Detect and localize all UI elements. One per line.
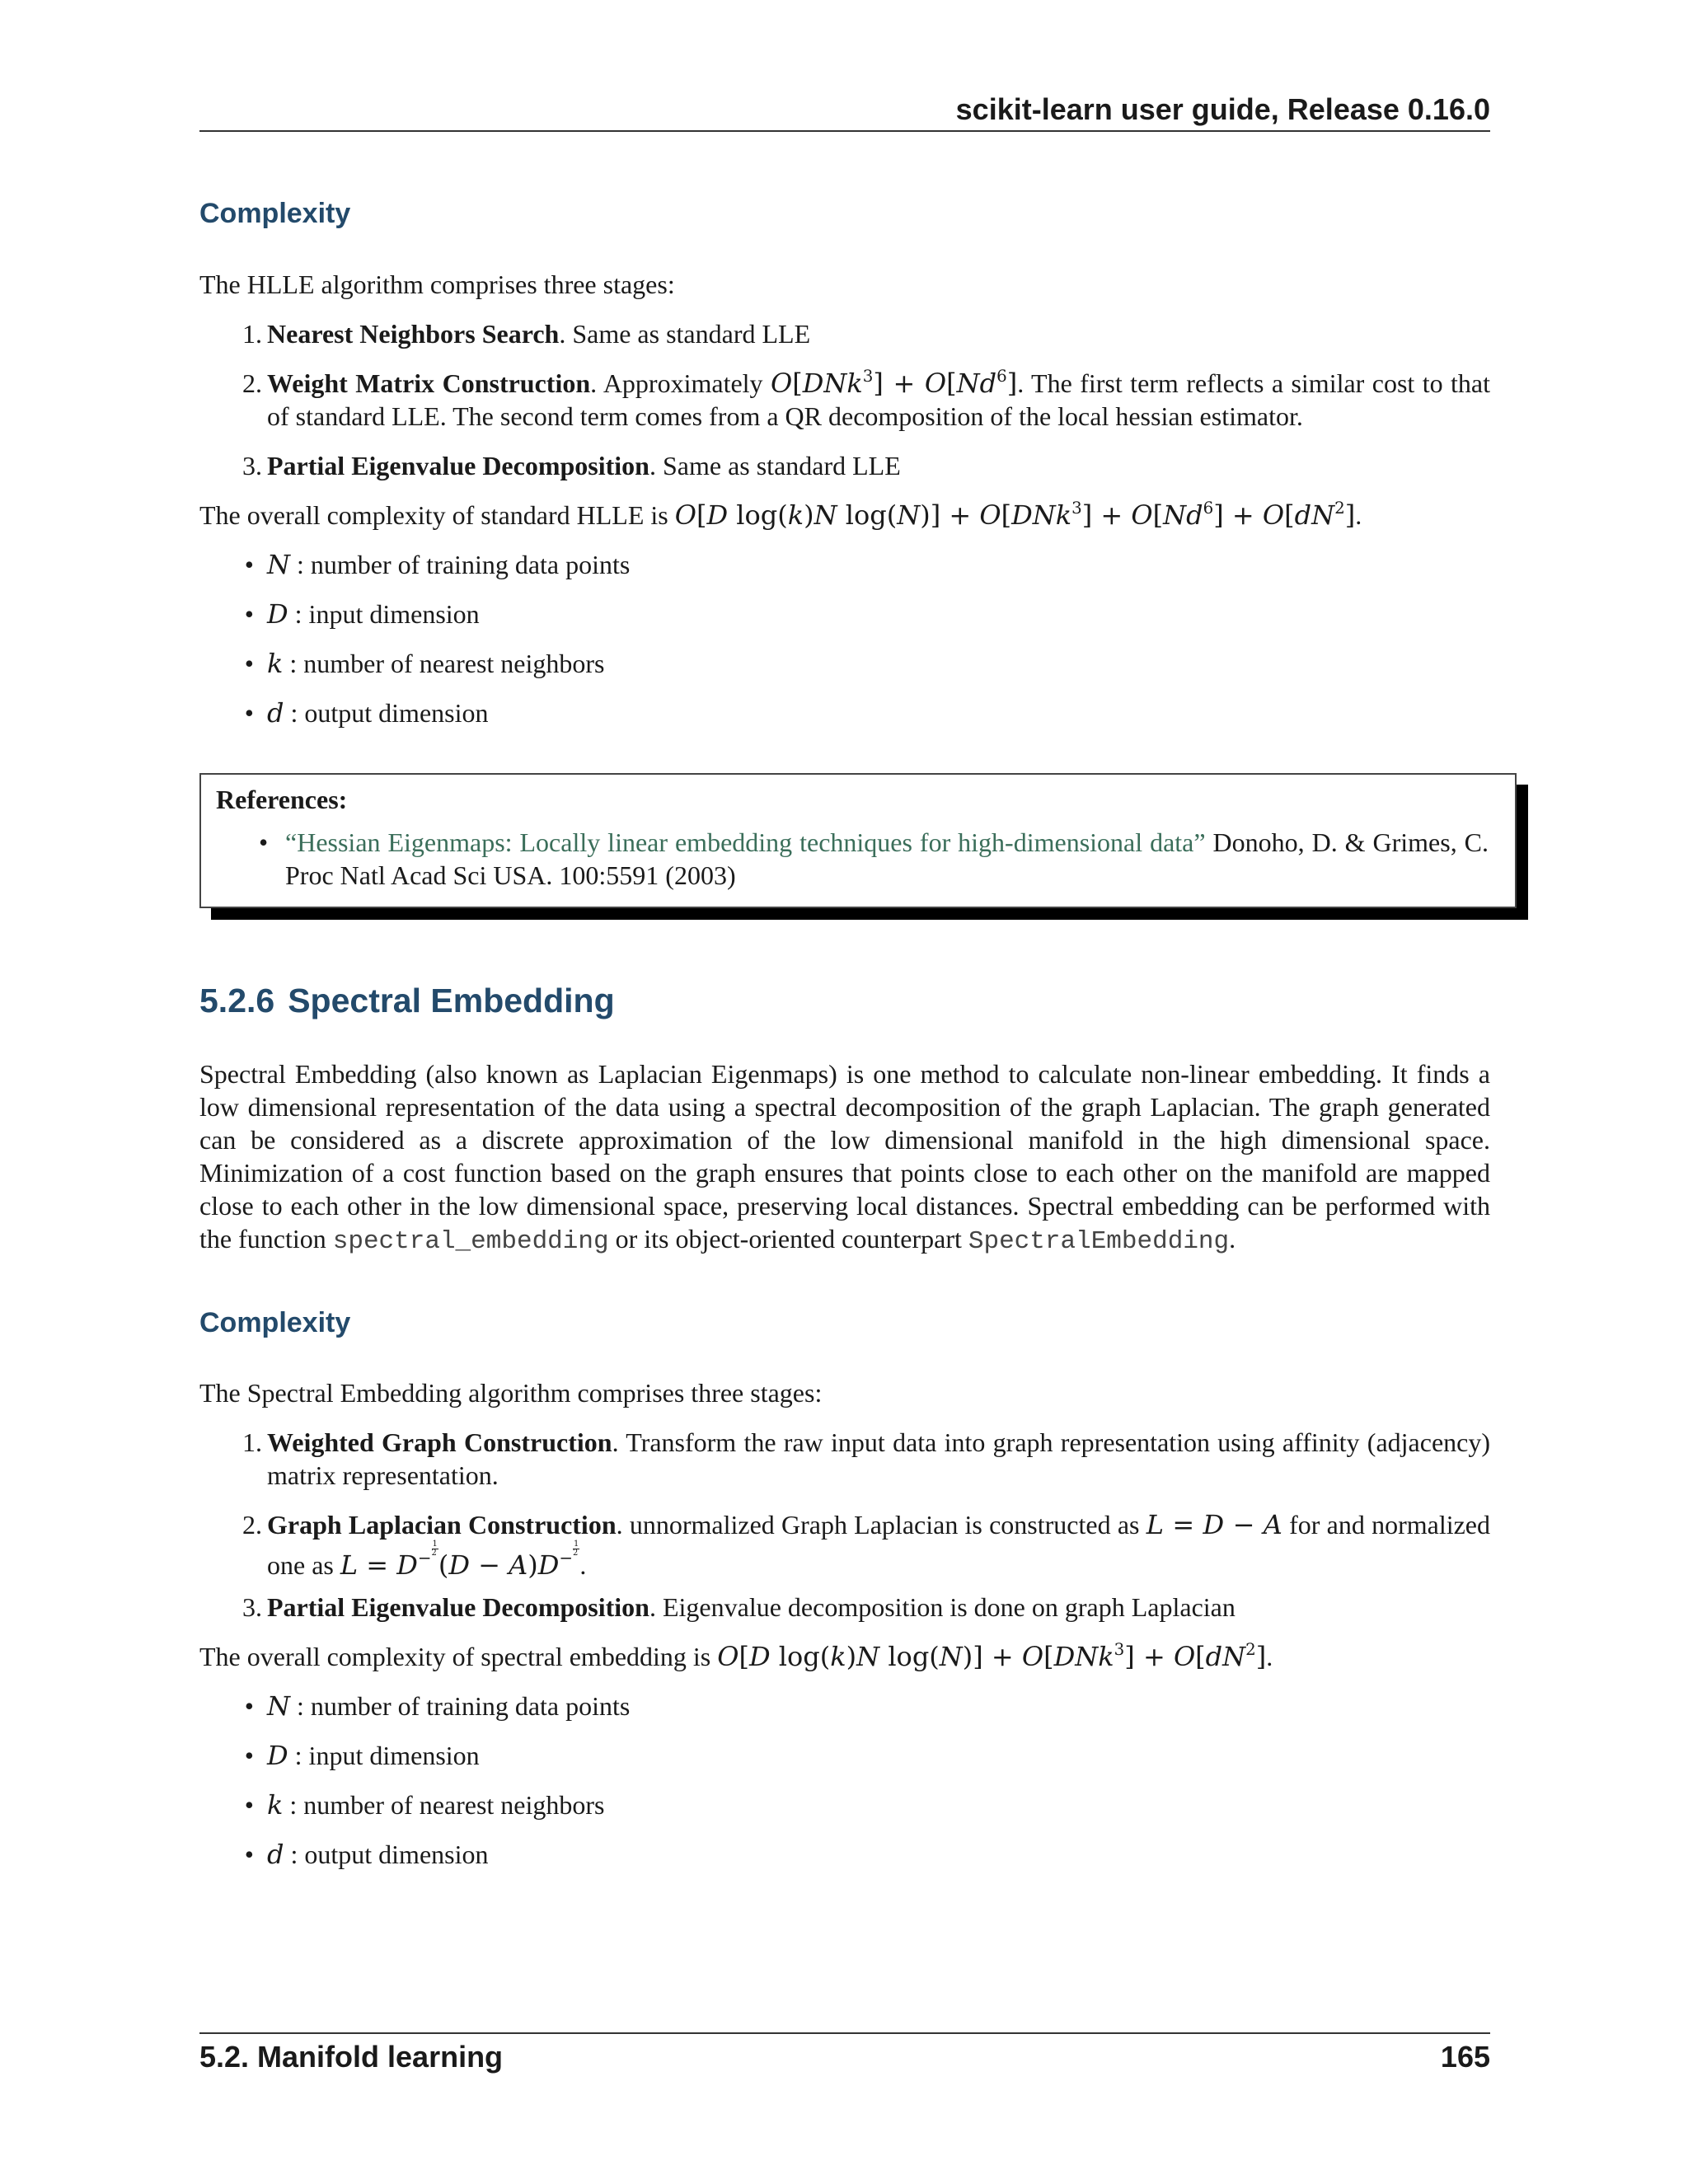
spectral-overall-complexity: The overall complexity of spectral embedding is O[D log(k)N $\log(N)] + O[DNk^3] + O[dN^2]$. xyxy=(199,1640,1273,1672)
stage-text: . Transform the raw input data into graph representation using affinity (adjacency) matrix representation. xyxy=(267,1427,1491,1490)
stage-number: 3. xyxy=(242,451,262,480)
hlle-stage-2 xyxy=(199,367,1490,433)
spectral-symbol-item: • D : input dimension xyxy=(244,1740,480,1771)
reference-citation: Donoho, D. & Grimes, C. Proc Natl Acad Sci USA. 100:5591 (2003) xyxy=(285,827,1489,890)
hlle-intro: The HLLE algorithm comprises three stages: xyxy=(199,269,675,299)
stage-title: Weighted Graph Construction xyxy=(267,1427,612,1457)
formula-hlle-overall: O[D log(k)N $\log(N)] + O[DNk^3] + O[Nd^6] + O[dN^2]$ xyxy=(674,499,1356,531)
section-title: Spectral Embedding xyxy=(288,982,615,1019)
stage-title: Nearest Neighbors Search xyxy=(267,319,560,349)
spectral-stage-3 xyxy=(199,1591,1490,1624)
footer-rule xyxy=(199,2032,1490,2034)
spectral-intro: The Spectral Embedding algorithm comprises three stages: xyxy=(199,1378,823,1408)
hlle-symbol-item: • N : number of training data points xyxy=(244,549,631,580)
references-box xyxy=(199,773,1517,908)
spectral-symbol-item: • N : number of training data points xyxy=(244,1690,631,1722)
section-heading-spectral-embedding xyxy=(199,982,615,1020)
formula-unnormalized-laplacian: L = D − A xyxy=(1146,1509,1282,1540)
hlle-overall-complexity: The overall complexity of standard HLLE is O[D log(k)N $\log(N)] + O[DNk^3] + O[Nd^6] + O[dN^2]$. xyxy=(199,499,1362,531)
hlle-complexity-heading: Complexity xyxy=(199,198,351,229)
class-name[interactable]: SpectralEmbedding xyxy=(968,1227,1230,1256)
spectral-symbol-item: • k : number of nearest neighbors xyxy=(244,1789,605,1821)
reference-item: • “Hessian Eigenmaps: Locally linear embedding techniques for high-dimensional data” Donoho, D. & Grimes, C. Proc Natl Acad Sci USA. 100:5591 (2003) xyxy=(259,827,1489,890)
stage-number: 1. xyxy=(242,319,262,349)
stage-text-before: . Approximately xyxy=(590,368,771,398)
page-number: 165 xyxy=(1440,2040,1490,2074)
footer-section: 5.2. Manifold learning xyxy=(199,2040,504,2074)
spectral-stage-1 xyxy=(199,1426,1490,1492)
running-head: scikit-learn user guide, Release 0.16.0 xyxy=(955,92,1490,126)
section-number: 5.2.6 xyxy=(199,982,275,1019)
stage-number: 3. xyxy=(242,1592,262,1622)
stage-number: 2. xyxy=(242,1510,262,1540)
stage-title: Partial Eigenvalue Decomposition xyxy=(267,451,649,480)
stage-number: 1. xyxy=(242,1427,262,1457)
hlle-symbol-item: • D : input dimension xyxy=(244,598,480,630)
stage-text-after: . The first term reflects a similar cost to that of standard LLE. The second term comes from a QR decomposition of the local hessian estimator. xyxy=(267,368,1491,431)
reference-link[interactable]: “Hessian Eigenmaps: Locally linear embedding techniques for high-dimensional data” xyxy=(285,827,1206,857)
header-rule xyxy=(199,130,1490,132)
formula-weight-cost: $O[DNk^3] + O[Nd^6]$ xyxy=(770,367,1018,399)
hlle-stage-1 xyxy=(199,317,1490,350)
stage-title: Partial Eigenvalue Decomposition xyxy=(267,1592,649,1622)
function-name[interactable]: spectral_embedding xyxy=(332,1227,609,1256)
hlle-symbol-item: • k : number of nearest neighbors xyxy=(244,648,605,679)
stage-text: . Eigenvalue decomposition is done on graph Laplacian xyxy=(649,1592,1236,1622)
spectral-description: Spectral Embedding (also known as Laplacian Eigenmaps) is one method to calculate non-linear embedding. It finds a low dimensional representation of the data using a spectral decomposition of the graph Laplacian. The graph generated can be considered as a discrete approximation of the low dimensional manifold in the high dimensional space. Minimization of a cost function based on the graph ensures that points close to each other on the manifold are mapped close to each other in the low dimensional space, preserving local distances. Spectral embedding can be performed with the function spectral_embedding or its object-oriented counterpart SpectralEmbedding. xyxy=(199,1059,1490,1256)
spectral-symbol-item: • d : output dimension xyxy=(244,1839,489,1870)
spectral-stage-2: 2. Graph Laplacian Construction. unnormalized Graph Laplacian is constructed as L = D − A for and normalized one as $L = D^{- \frac{1}{2}}$ $(D - A)D^{- \frac{1}{2}}$ . xyxy=(242,1509,1490,1581)
stage-title: Graph Laplacian Construction xyxy=(267,1510,617,1540)
stage-text: . Same as standard LLE xyxy=(559,319,811,349)
formula-normalized-laplacian: $L = D^{- \frac{1}{2}}$ $(D - A)D^{- \frac{1}{2}}$ xyxy=(340,1540,579,1581)
hlle-symbol-item: • d : output dimension xyxy=(244,697,489,729)
references-title: References: xyxy=(216,785,348,814)
stage-title: Weight Matrix Construction xyxy=(267,368,591,398)
stage-text: . Same as standard LLE xyxy=(649,451,901,480)
stage-number: 2. xyxy=(242,368,262,398)
formula-spectral-overall: O[D log(k)N $\log(N)] + O[DNk^3] + O[dN^2]$ xyxy=(717,1640,1267,1672)
spectral-complexity-heading: Complexity xyxy=(199,1307,351,1338)
hlle-stage-3 xyxy=(199,449,1490,482)
